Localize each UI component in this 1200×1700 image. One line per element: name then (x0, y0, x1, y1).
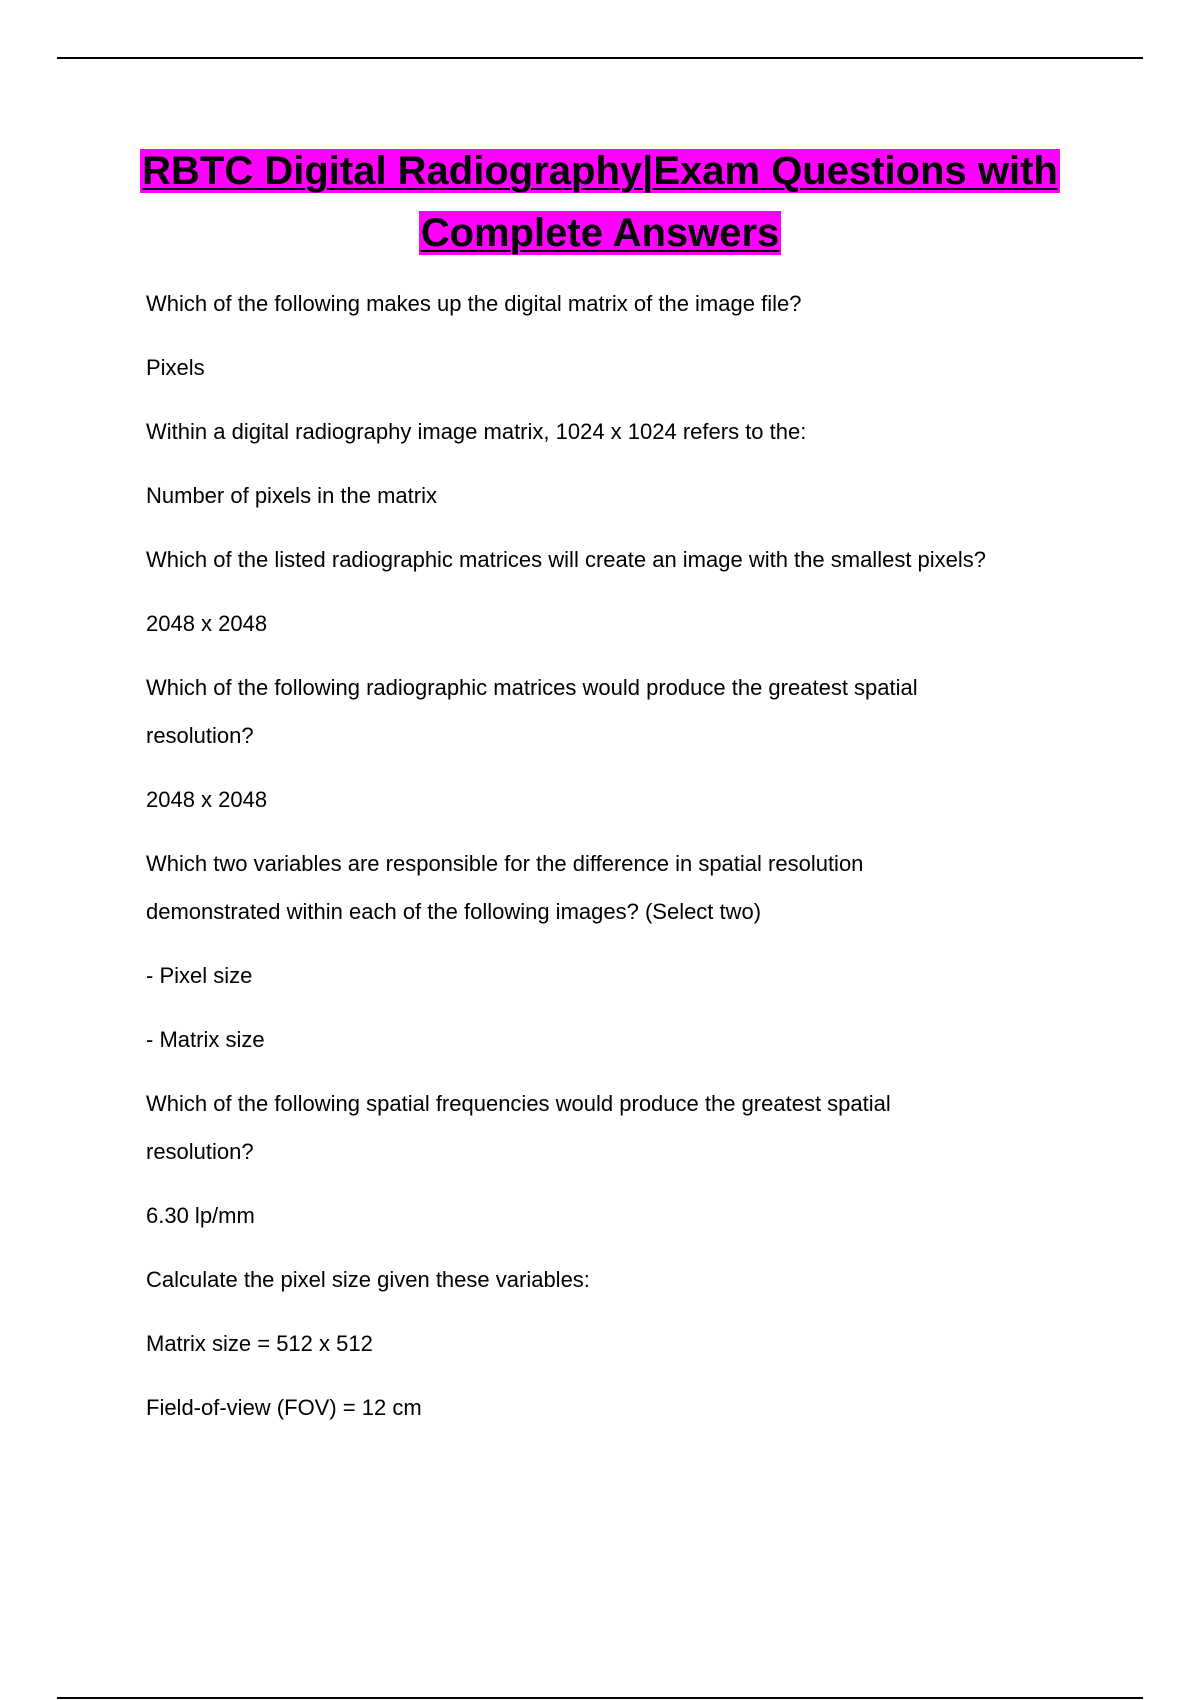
question-2: Within a digital radiography image matrix, 1024 x 1024 refers to the: (146, 419, 807, 444)
answer-4: 2048 x 2048 (146, 787, 268, 812)
question-7: Calculate the pixel size given these variables: (146, 1267, 590, 1292)
question-4-line-1: Which of the following radiographic matrices would produce the greatest spatial (146, 675, 918, 700)
answer-6: 6.30 lp/mm (146, 1203, 255, 1228)
question-7-variable-2: Field-of-view (FOV) = 12 cm (146, 1395, 422, 1420)
answer-3: 2048 x 2048 (146, 611, 268, 636)
question-5-line-1: Which two variables are responsible for the difference in spatial resolution (146, 851, 864, 876)
answer-5-item-1: - Pixel size (146, 963, 253, 988)
question-6-line-2: resolution? (146, 1139, 254, 1164)
answer-5-item-2: - Matrix size (146, 1027, 265, 1052)
header-rule (57, 57, 1143, 59)
title-line-1: RBTC Digital Radiography|Exam Questions with (142, 149, 1058, 193)
document-body (146, 280, 1086, 1432)
question-5-line-2: demonstrated within each of the following images? (Select two) (146, 899, 762, 924)
question-7-variable-1: Matrix size = 512 x 512 (146, 1331, 373, 1356)
question-3: Which of the listed radiographic matrices will create an image with the smallest pixels? (146, 547, 987, 572)
answer-1: Pixels (146, 355, 205, 380)
footer-rule (57, 1697, 1143, 1699)
question-1: Which of the following makes up the digital matrix of the image file? (146, 291, 802, 316)
question-6-line-1: Which of the following spatial frequencies would produce the greatest spatial (146, 1091, 891, 1116)
question-4-line-2: resolution? (146, 723, 254, 748)
answer-2: Number of pixels in the matrix (146, 483, 437, 508)
title-line-2: Complete Answers (420, 211, 780, 255)
document-title (120, 140, 1080, 264)
